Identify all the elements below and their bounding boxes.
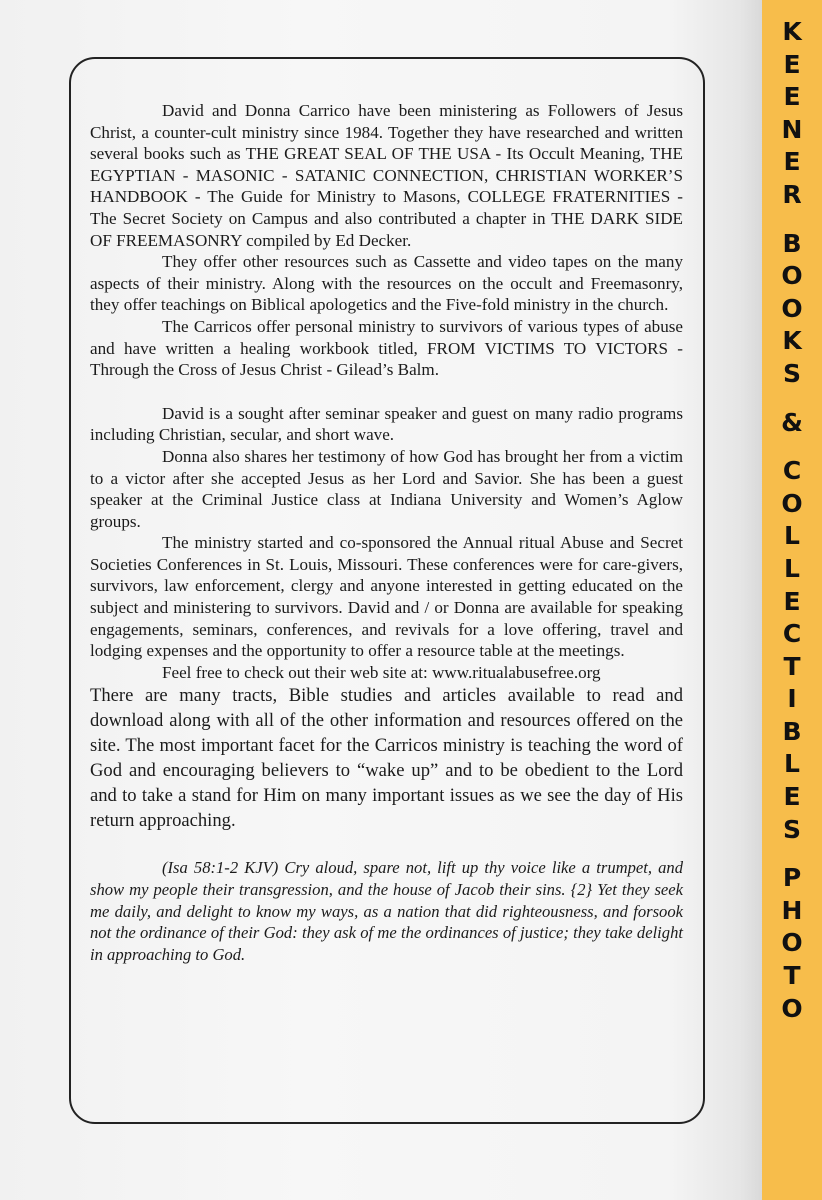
watermark-letter: T [783,651,801,681]
watermark-letter: I [787,684,797,714]
spacer [90,833,683,857]
watermark-letter: N [781,114,803,144]
watermark-letter: & [781,407,803,437]
watermark-letter: C [782,619,802,649]
paragraph-closing: There are many tracts, Bible studies and articles available to read and download along with all of the other information and resources offered on the site. The most important facet for the Carricos ministry is teaching the word of God and encouraging believers to “wake up” and to be obedient to the Lord and to take a stand for Him on many important issues as we see the day of His return approaching. [90,685,683,832]
watermark-letter: O [781,261,803,291]
watermark-letter: S [782,814,801,844]
watermark-banner [762,0,822,1200]
spacer [90,381,683,403]
watermark-letter: P [782,863,802,893]
watermark-letter: E [783,782,801,812]
watermark-letter: O [781,488,803,518]
watermark-letter: B [782,716,802,746]
page-text [90,100,683,965]
watermark-letter: L [784,553,800,583]
watermark-letter: H [781,895,803,925]
paragraph-conferences: The ministry started and co-sponsored the Annual ritual Abuse and Secret Societies Conferences in St. Louis, Missouri. These conferences were for care-givers, survivors, law enforcement, clergy and anyone interested in getting educated on the subject and ministering to survivors. David and / or Donna are available for speaking engagements, seminars, conferences, and revivals for a love offering, travel and lodging expenses and the opportunity to offer a resource table at the meetings. [90,533,683,661]
paragraph-website: Feel free to check out their web site at: www.ritualabusefree.org [162,662,601,682]
watermark-letter: T [783,961,801,991]
watermark-letter: E [783,586,801,616]
paragraph-speaker: David is a sought after seminar speaker and guest on many radio programs including Christian, secular, and short wave. [90,403,683,445]
watermark-letter: O [781,293,803,323]
watermark-letter: S [782,358,801,388]
watermark-letter: O [781,928,803,958]
watermark-letter: K [782,17,802,46]
watermark-text [762,16,822,1025]
watermark-letter: R [782,179,802,209]
paragraph-testimony: Donna also shares her testimony of how God has brought her from a victim to a victor after she accepted Jesus as her Lord and Savior. She has been a guest speaker at the Criminal Justice class at Indiana University and Women’s Aglow groups. [90,446,683,531]
watermark-letter: C [782,456,802,486]
paragraph-personal-ministry: The Carricos offer personal ministry to survivors of various types of abuse and have written a healing workbook titled, FROM VICTIMS TO VICTORS - Through the Cross of Jesus Christ - Gilead’s Balm. [90,316,683,380]
watermark-letter: E [783,82,801,112]
watermark-letter: L [784,749,800,779]
paragraph-resources: They offer other resources such as Cassette and video tapes on the many aspects of their ministry. Along with the resources on the occult and Freemasonry, they offer teachings on Biblical apologetics and the Five-fold ministry in the church. [90,252,683,315]
paragraph-intro: David and Donna Carrico have been ministering as Followers of Jesus Christ, a counter-cult ministry since 1984. Together they have researched and written several books such as THE GREAT SEAL OF THE USA - Its Occult Meaning, THE EGYPTIAN - MASONIC - SATANIC CONNECTION, CHRISTIAN WORKER’S HANDBOOK - The Guide for Ministry to Masons, COLLEGE FRATERNITIES - The Secret Society on Campus and also contributed a chapter in THE DARK SIDE OF FREEMASONRY compiled by Ed Decker. [90,101,683,250]
scripture-quote: (Isa 58:1-2 KJV) Cry aloud, spare not, lift up thy voice like a trumpet, and show my people their transgression, and the house of Jacob their sins. {2} Yet they seek me daily, and delight to know my ways, as a nation that did righteousness, and forsook not the ordinance of their God: they ask of me the ordinances of justice; they take delight in approaching to God. [90,858,683,964]
watermark-letter: K [782,326,802,356]
watermark-letter: E [783,49,801,79]
watermark-letter: E [783,147,801,177]
watermark-letter: B [782,228,802,258]
watermark-letter: L [784,521,800,551]
watermark-letter: O [781,993,803,1023]
